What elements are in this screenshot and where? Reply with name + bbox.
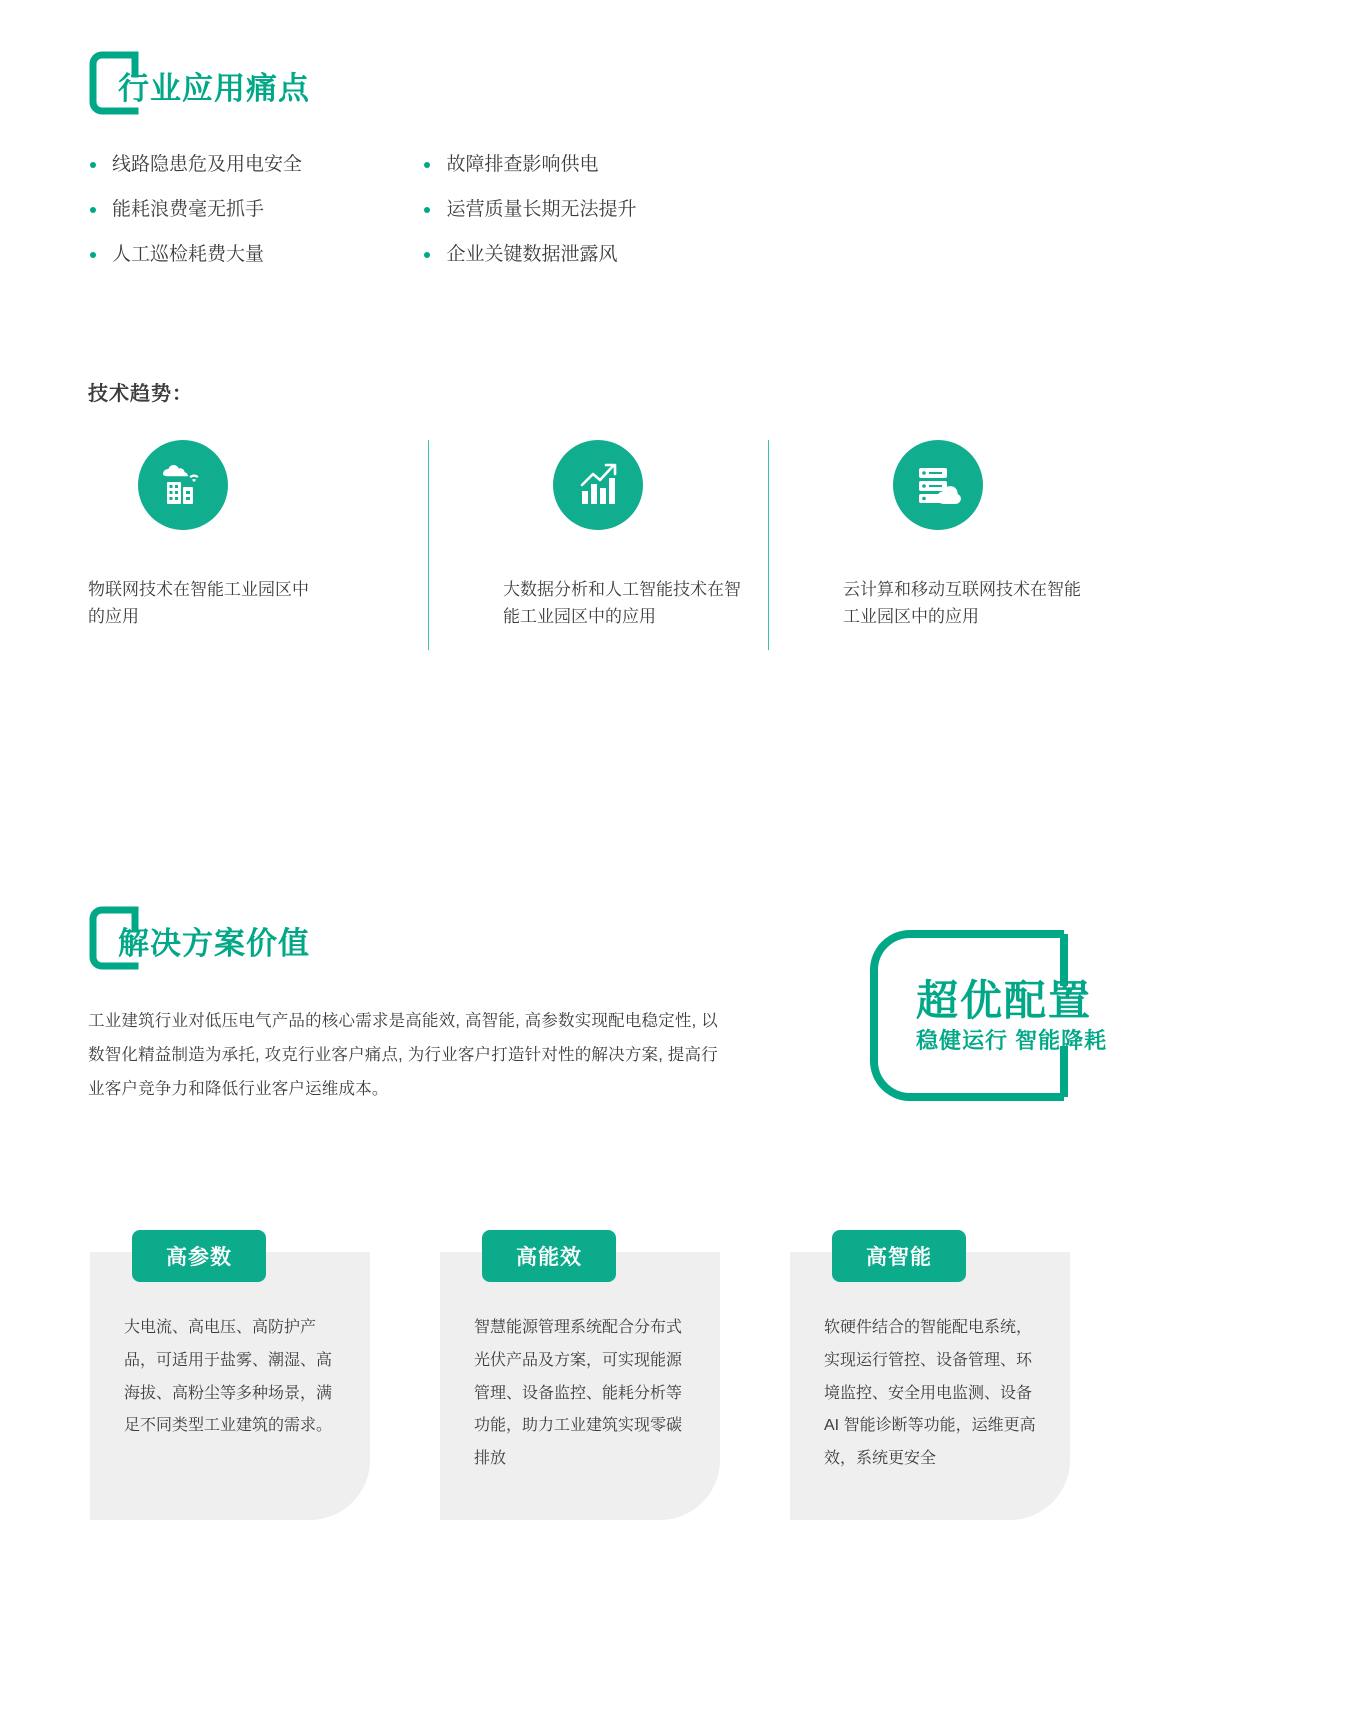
trend-caption: 物联网技术在智能工业园区中的应用: [88, 580, 309, 627]
card-tag: 高能效: [482, 1230, 616, 1282]
painpoints-list: [88, 155, 788, 290]
painpoints-column-2: [422, 155, 782, 290]
painpoints-heading: [88, 50, 310, 116]
value-cards: [90, 1230, 1270, 1520]
trend-item-2: [428, 440, 768, 650]
trend-caption: 云计算和移动互联网技术在智能工业园区中的应用: [843, 580, 1081, 627]
value-heading: [88, 905, 310, 971]
list-item: 人工巡检耗费大量: [88, 245, 418, 264]
list-item: 运营质量长期无法提升: [422, 200, 782, 219]
tech-trends-row: [88, 440, 1268, 650]
card-body: 大电流、高电压、高防护产品，可适用于盐雾、潮湿、高海拔、高粉尘等多种场景，满足不同类型工业建筑的需求。: [124, 1319, 333, 1435]
badge-title: 超优配置: [916, 977, 1093, 1024]
trend-caption: 大数据分析和人工智能技术在智能工业园区中的应用: [503, 580, 741, 627]
page-title: 行业应用痛点: [118, 70, 310, 106]
list-item: 企业关键数据泄露风: [422, 245, 782, 264]
badge-subtitle: 稳健运行 智能降耗: [916, 1028, 1108, 1053]
value-card-1: [90, 1230, 370, 1520]
trend-item-3: [768, 440, 1108, 650]
status-badge: [868, 928, 1108, 1103]
tech-trends-label: 技术趋势：: [88, 383, 193, 405]
card-body: 智慧能源管理系统配合分布式光伏产品及方案，可实现能源管理、设备监控、能耗分析等功能，助力工业建筑实现零碳排放: [474, 1319, 683, 1468]
value-card-2: [440, 1230, 720, 1520]
painpoints-column-1: [88, 155, 418, 290]
card-tag: 高参数: [132, 1230, 266, 1282]
trend-item-1: [88, 440, 428, 650]
card-body: 软硬件结合的智能配电系统，实现运行管控、设备管理、环境监控、安全用电监测、设备 AI 智能诊断等功能，运维更高效，系统更安全: [824, 1319, 1036, 1468]
value-paragraph: 工业建筑行业对低压电气产品的核心需求是高能效, 高智能, 高参数实现配电稳定性, 以数智化精益制造为承托, 攻克行业客户痛点, 为行业客户打造针对性的解决方案, 提高行业客户竞争力和降低行业客户运维成本。: [88, 1012, 718, 1098]
section-title: 解决方案价值: [118, 925, 310, 961]
cloud-server-icon: [893, 440, 983, 530]
iot-factory-icon: [138, 440, 228, 530]
value-card-3: [790, 1230, 1070, 1520]
list-item: 能耗浪费毫无抓手: [88, 200, 418, 219]
list-item: 故障排查影响供电: [422, 155, 782, 174]
bar-chart-growth-icon: [553, 440, 643, 530]
card-tag: 高智能: [832, 1230, 966, 1282]
list-item: 线路隐患危及用电安全: [88, 155, 418, 174]
